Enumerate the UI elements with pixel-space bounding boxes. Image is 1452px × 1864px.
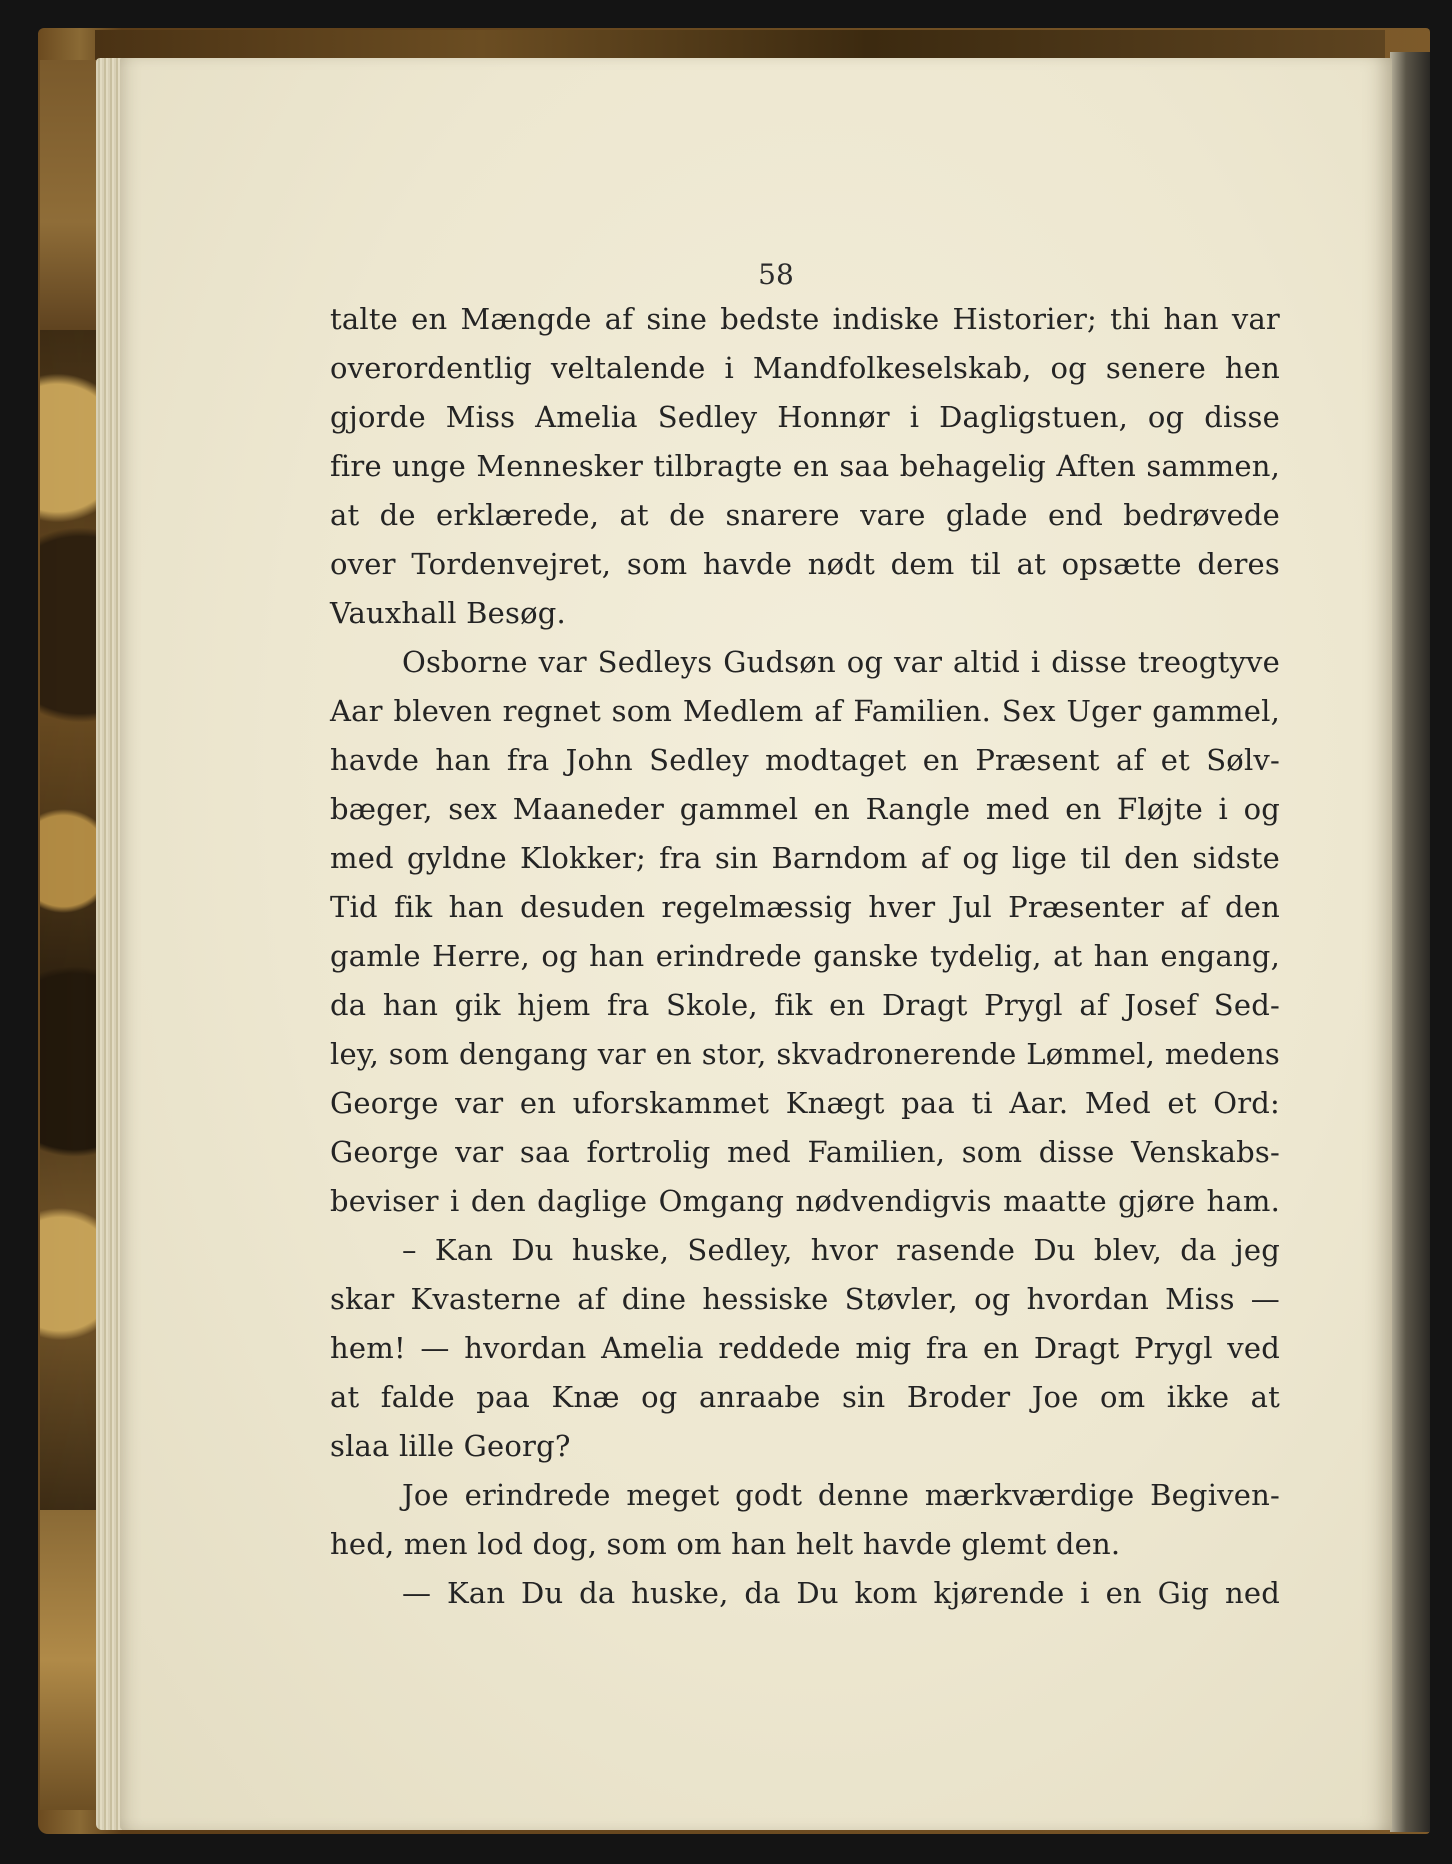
- text-line: bæger, sex Maaneder gammel en Rangle med en Fløjte i og: [330, 792, 1280, 826]
- text-line: slaa lille Georg?: [330, 1429, 571, 1463]
- text-line: talte en Mængde af sine bedste indiske Historier; thi han var: [330, 302, 1280, 336]
- text-line: — Kan Du da huske, da Du kom kjørende i en Gig ned: [402, 1576, 1280, 1610]
- body-text: [330, 295, 1280, 1618]
- text-line: – Kan Du huske, Sedley, hvor rasende Du blev, da jeg: [402, 1233, 1280, 1267]
- text-line: skar Kvasterne af dine hessiske Støvler, og hvordan Miss —: [330, 1282, 1280, 1316]
- page-number: 58: [758, 258, 794, 291]
- text-line: hem! — hvordan Amelia reddede mig fra en Dragt Prygl ved: [330, 1331, 1280, 1365]
- text-line: med gyldne Klokker; fra sin Barndom af og lige til den sidste: [330, 841, 1280, 875]
- text-line: beviser i den daglige Omgang nødvendigvis maatte gjøre ham.: [330, 1184, 1280, 1218]
- text-line: hed, men lod dog, som om han helt havde glemt den.: [330, 1527, 1121, 1561]
- spine-board-bottom: [40, 1510, 100, 1810]
- text-line: gjorde Miss Amelia Sedley Honnør i Dagligstuen, og disse: [330, 400, 1280, 434]
- marbled-endpaper: [40, 330, 98, 1510]
- text-line: at de erklærede, at de snarere vare glade end bedrøvede: [330, 498, 1280, 532]
- right-page-shadow: [1390, 52, 1430, 1832]
- text-line: havde han fra John Sedley modtaget en Præsent af et Sølv-: [330, 743, 1280, 777]
- spine-board-top: [40, 60, 100, 330]
- text-line: da han gik hjem fra Skole, fik en Dragt Prygl af Josef Sed-: [330, 988, 1280, 1022]
- text-line: Joe erindrede meget godt denne mærkværdige Begiven-: [402, 1478, 1280, 1512]
- text-line: over Tordenvejret, som havde nødt dem til at opsætte deres: [330, 547, 1280, 581]
- text-line: gamle Herre, og han erindrede ganske tydelig, at han engang,: [330, 939, 1280, 973]
- text-line: Osborne var Sedleys Gudsøn og var altid i disse treogtyve: [402, 645, 1280, 679]
- text-line: Tid fik han desuden regelmæssig hver Jul Præsenter af den: [330, 890, 1280, 924]
- text-line: Aar bleven regnet som Medlem af Familien. Sex Uger gammel,: [330, 694, 1280, 728]
- text-line: at falde paa Knæ og anraabe sin Broder Joe om ikke at: [330, 1380, 1280, 1414]
- text-line: ley, som dengang var en stor, skvadronerende Lømmel, medens: [330, 1037, 1280, 1071]
- text-line: fire unge Mennesker tilbragte en saa behagelig Aften sammen,: [330, 449, 1280, 483]
- text-line: Vauxhall Besøg.: [330, 596, 566, 630]
- text-line: George var saa fortrolig med Familien, som disse Venskabs-: [330, 1135, 1280, 1169]
- text-line: overordentlig veltalende i Mandfolkeselskab, og senere hen: [330, 351, 1280, 385]
- text-line: George var en uforskammet Knægt paa ti Aar. Med et Ord:: [330, 1086, 1280, 1120]
